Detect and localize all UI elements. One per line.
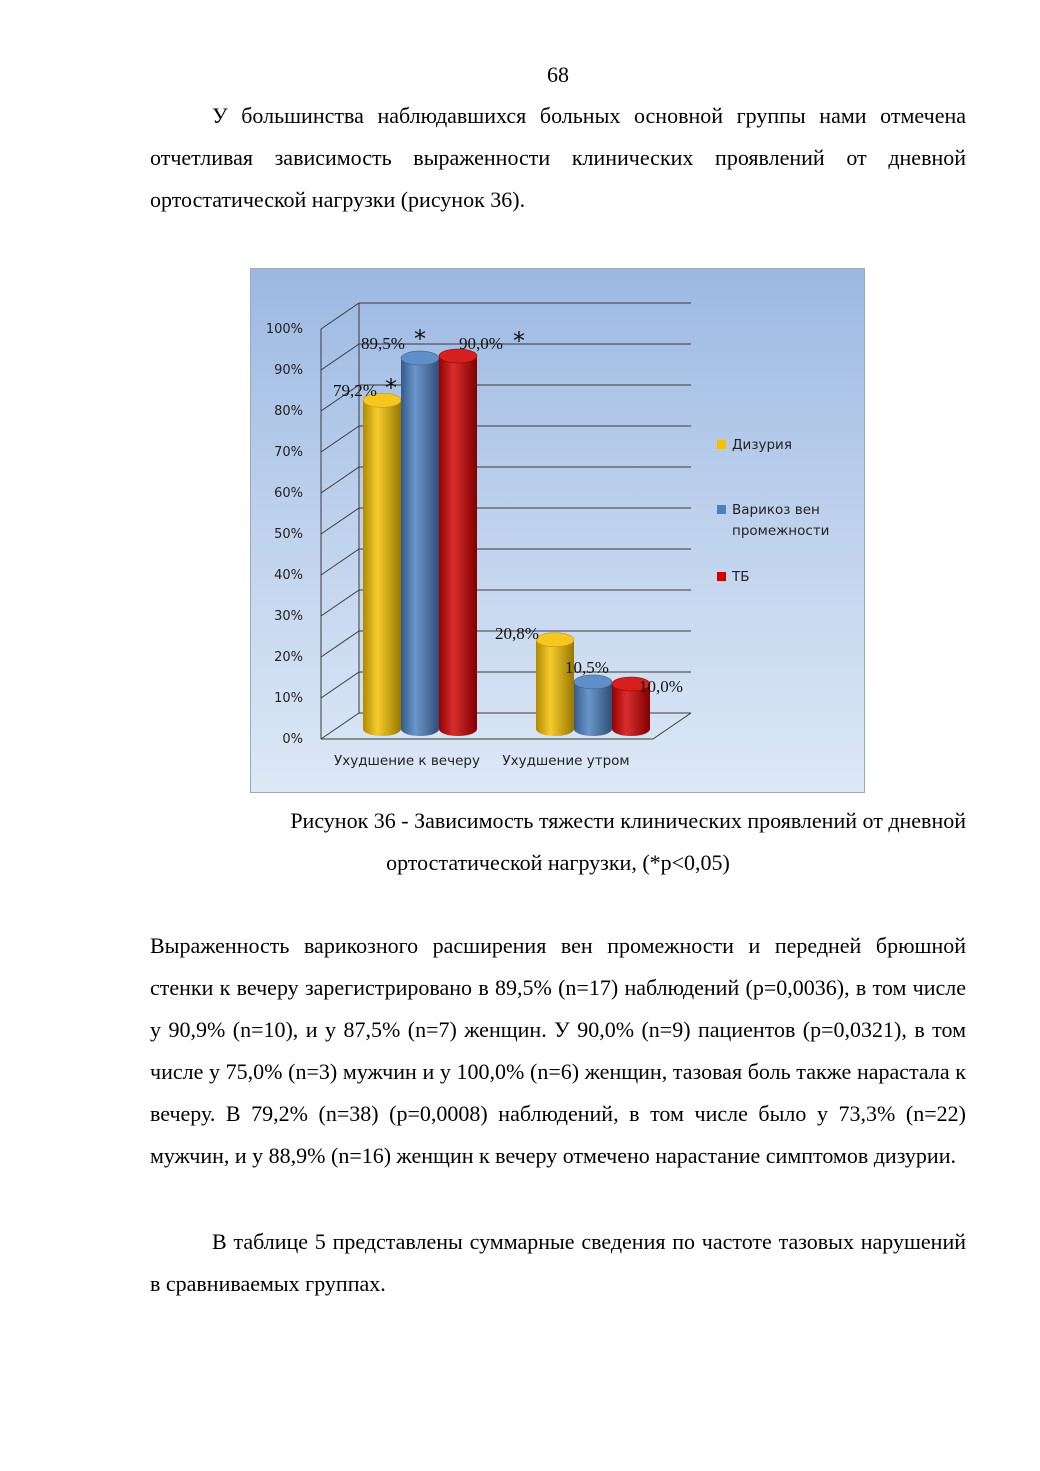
bar-chart	[251, 269, 864, 792]
figure-caption	[150, 800, 966, 884]
chart-legend	[717, 437, 829, 585]
data-label: 10,0%	[639, 677, 683, 696]
data-label: 20,8%	[495, 624, 539, 643]
y-tick-label: 90%	[274, 363, 303, 378]
bar-1-1	[574, 675, 612, 736]
bar-body	[536, 640, 574, 736]
y-tick-label: 70%	[274, 445, 303, 460]
bar-1-0	[536, 633, 574, 736]
legend-swatch	[717, 440, 726, 449]
floor-edge-right	[653, 713, 691, 739]
significance-star: *	[385, 374, 397, 402]
y-tick-label: 10%	[274, 691, 303, 706]
y-tick-label: 100%	[265, 322, 303, 337]
legend-swatch	[717, 572, 726, 581]
gridline-depth	[321, 713, 359, 739]
legend-label: Варикоз вен	[732, 502, 820, 518]
bar-body	[401, 358, 439, 736]
paragraph-intro: У большинства наблюдавшихся больных основной группы нами отмечена отчетливая зависимость выраженности клинических проявлений от дневной ортостатической нагрузки (рисунок 36).	[150, 103, 966, 212]
figure-36-chart	[250, 268, 865, 793]
x-axis-categories	[334, 753, 630, 769]
y-axis-ticks	[266, 322, 303, 747]
legend-label: Дизурия	[732, 437, 792, 453]
paragraph-table-ref: В таблице 5 представлены суммарные сведения по частоте тазовых нарушений в сравниваемых группах.	[150, 1229, 966, 1296]
paragraph-results: Выраженность варикозного расширения вен промежности и передней брюшной стенки к вечеру зарегистрировано в 89,5% (n=17) наблюдений (р=0,0036), в том числе у 90,9% (n=10), и у 87,5% (n=7) женщин. У 90,0% (n=9) пациентов (р=0,0321), в том числе у 75,0% (n=3) мужчин и у 100,0% (n=6) женщин, тазовая боль также нарастала к вечеру. В 79,2% (n=38) (р=0,0008) наблюдений, в том числе было у 73,3% (n=22) мужчин, и у 88,9% (n=16) женщин к вечеру отмечено нарастание симптомов дизурии.	[150, 933, 966, 1168]
y-tick-label: 0%	[282, 732, 303, 747]
bar-0-0	[363, 393, 401, 736]
caption-line-1: Рисунок 36 - Зависимость тяжести клинических проявлений от дневной	[290, 808, 966, 833]
data-label: 90,0%	[459, 334, 503, 353]
y-tick-label: 40%	[274, 568, 303, 583]
data-label: 89,5%	[361, 334, 405, 353]
bar-top	[574, 675, 612, 689]
y-tick-label: 50%	[274, 527, 303, 542]
data-label: 79,2%	[333, 381, 377, 400]
gridline-depth	[321, 549, 359, 575]
x-category-label: Ухудшение утром	[502, 753, 630, 769]
gridline-depth	[321, 467, 359, 493]
caption-line-2: ортостатической нагрузки, (*р<0,05)	[386, 850, 730, 875]
y-tick-label: 80%	[274, 404, 303, 419]
page-number: 68	[547, 62, 569, 87]
gridline-depth	[321, 590, 359, 616]
bar-top	[401, 351, 439, 365]
significance-star: *	[414, 325, 426, 353]
gridline-depth	[321, 631, 359, 657]
data-label: 10,5%	[565, 658, 609, 677]
gridline-depth	[321, 508, 359, 534]
bar-top	[536, 633, 574, 647]
gridline-depth	[321, 344, 359, 370]
bar-body	[363, 400, 401, 736]
bar-0-1	[401, 351, 439, 736]
legend-label: промежности	[732, 523, 830, 539]
y-tick-label: 20%	[274, 650, 303, 665]
legend-swatch	[717, 505, 726, 514]
bar-body	[439, 356, 477, 736]
gridline-depth	[321, 303, 359, 329]
chart-bars	[363, 349, 650, 736]
gridline-depth	[321, 672, 359, 698]
gridline-depth	[321, 426, 359, 452]
legend-label: ТБ	[732, 569, 750, 585]
y-tick-label: 60%	[274, 486, 303, 501]
x-category-label: Ухудшение к вечеру	[334, 753, 480, 769]
y-tick-label: 30%	[274, 609, 303, 624]
bar-body	[574, 682, 612, 736]
significance-star: *	[513, 327, 525, 355]
bar-0-2	[439, 349, 477, 736]
